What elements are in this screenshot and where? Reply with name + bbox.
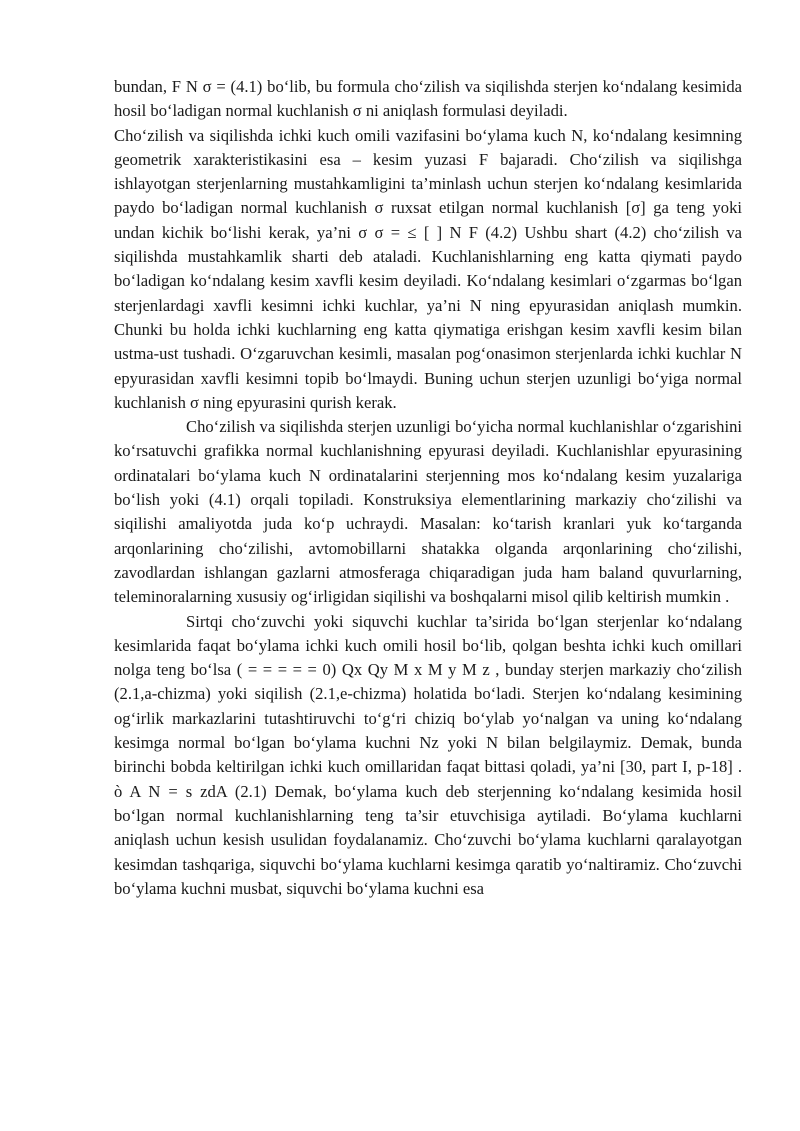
document-page [114, 75, 742, 901]
paragraph-axial-force: Sirtqi cho‘zuvchi yoki siquvchi kuchlar ta’sirida bo‘lgan sterjenlar ko‘ndalang kesimlarida faqat bo‘ylama ichki kuch omili hosil bo‘lib, qolgan beshta ichki kuch omillari nolga teng bo‘lsa ( = = = = = 0) Qx Qy M x M y M z , bunday sterjen markaziy cho‘zilish (2.1,a-chizma) yoki siqilish (2.1,e-chizma) holatida bo‘ladi. Sterjen ko‘ndalang kesimining og‘irlik markazlarini tutashtiruvchi to‘g‘ri chiziq bo‘ylab yo‘nalgan va uning ko‘ndalang kesimga normal bo‘lgan bo‘ylama kuchni Nz yoki N bilan belgilaymiz. Demak, bunda birinchi bobda keltirilgan ichki kuch omillaridan faqat bittasi qoladi, ya’ni [30, part I, p-18] . ò A N = s zdA (2.1) Demak, bo‘ylama kuch deb sterjenning ko‘ndalang kesimida hosil bo‘lgan normal kuchlanishlarning teng ta’sir etuvchisiga aytiladi. Bo‘ylama kuchlarni aniqlash uchun kesish usulidan foydalanamiz. Cho‘zuvchi bo‘ylama kuchlarni qaralayotgan kesimdan tashqariga, siquvchi bo‘ylama kuchlarni kesimga qaratib yo‘naltiramiz. Cho‘zuvchi bo‘ylama kuchni musbat, siquvchi bo‘ylama kuchni esa [114, 611, 742, 898]
paragraph-formula-intro: bundan, F N σ = (4.1) bo‘lib, bu formula cho‘zilish va siqilishda sterjen ko‘ndalang kesimida hosil bo‘ladigan normal kuchlanish σ ni aniqlash formulasi deyiladi. [114, 77, 742, 121]
paragraph-stress-diagram: Cho‘zilish va siqilishda sterjen uzunligi bo‘yicha normal kuchlanishlar o‘zgarishini ko‘rsatuvchi grafikka normal kuchlanishning epyurasi deyiladi. Kuchlanishlar epyurasining ordinatalari bo‘ylama kuch N ordinatalarini sterjenning mos ko‘ndalang kesim yuzalariga bo‘lish yoki (4.1) orqali topiladi. Konstruksiya elementlarining markaziy cho‘zilishi va siqilishi amaliyotda juda ko‘p uchraydi. Masalan: ko‘tarish kranlari yuk ko‘targanda arqonlarining cho‘zilishi, avtomobillarni shatakka olganda arqonlarining cho‘zilishi, zavodlardan ishlangan gazlarni atmosferaga chiqaradigan juda ham baland quvurlarning, teleminoralarning xususiy og‘irligidan siqilishi va boshqalarni misol qilib keltirish mumkin . [114, 417, 742, 607]
paragraph-strength-condition: Cho‘zilish va siqilishda ichki kuch omili vazifasini bo‘ylama kuch N, ko‘ndalang kesimning geometrik xarakteristikasini esa – kesim yuzasi F bajaradi. Cho‘zilish va siqilishga ishlayotgan sterjenlarning mustahkamligini ta’minlash uchun sterjen ko‘ndalang kesimlarida paydo bo‘ladigan normal kuchlanish σ ruxsat etilgan normal kuchlanish [σ] ga teng yoki undan kichik bo‘lishi kerak, ya’ni σ σ = ≤ [ ] N F (4.2) Ushbu shart (4.2) cho‘zilish va siqilishda mustahkamlik sharti deb ataladi. Kuchlanishlarning eng katta qiymati paydo bo‘ladigan ko‘ndalang kesim xavfli kesim deyiladi. Ko‘ndalang kesimlari o‘zgarmas bo‘lgan sterjenlardagi xavfli kesimni ichki kuchlar, ya’ni N ning epyurasidan aniqlash mumkin. Chunki bu holda ichki kuchlarning eng katta qiymatiga erishgan kesim xavfli kesim bilan ustma-ust tushadi. O‘zgaruvchan kesimli, masalan pog‘onasimon sterjenlarda ichki kuchlar N epyurasidan xavfli kesimni topib bo‘lmaydi. Buning uchun sterjen uzunligi bo‘yiga normal kuchlanish σ ning epyurasini qurish kerak. [114, 125, 742, 412]
